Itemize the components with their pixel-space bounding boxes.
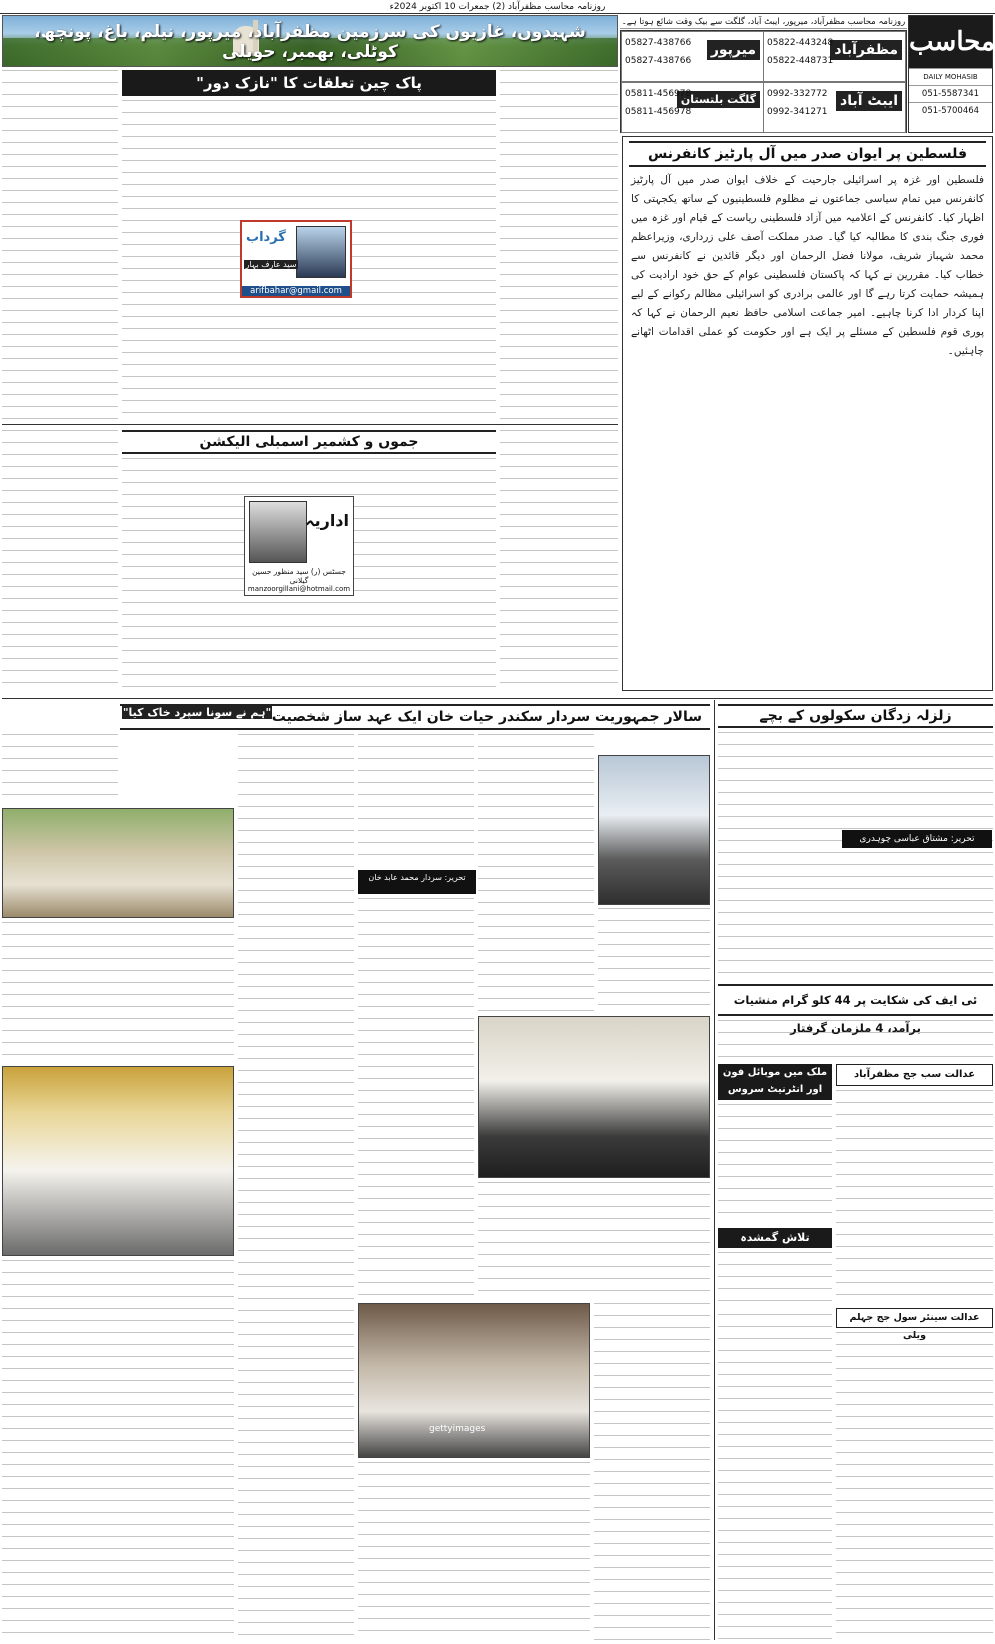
court-notice-body-2 [836,1332,993,1640]
banner-title: شہیدوں، غازیوں کی سرزمین مظفرآباد، میرپور، نیلم، باغ، پونچھ، کوٹلی، بھمبر، حویلی [34,22,586,62]
sidebar-author: تحریر: مشتاق عباسی چوہدری [842,830,992,848]
feature-author: تحریر: سردار محمد عابد خان [358,870,476,894]
contacts-panel [620,30,907,133]
column-series-title: اداریہ [305,511,349,530]
court-notice-title-2: عدالت سینئر سول جج جہلم ویلی [836,1308,993,1328]
contact-city: گلگت بلتستان [677,91,760,108]
contact-city: میرپور [707,40,760,60]
contact-fax: 05822-448731 [767,56,834,66]
feature-text-d [238,734,354,1640]
ticker-body [718,1020,993,1058]
contact-fax: 05811-456978 [625,107,692,117]
missing-person-body [718,1252,832,1310]
portrait-photo [598,755,710,905]
contact-fax: 0992-341271 [767,107,828,117]
date-line: روزنامہ محاسب مظفرآباد (2) جمعرات 10 اکتوبر 2024ء [0,0,995,14]
news-ticker: ئی ایف کی شکایت پر 44 کلو گرام منشیات برآمد، 4 ملزمان گرفتار [718,984,993,1016]
masthead-logo: محاسب [909,16,992,68]
feature-headline: سالار جمہوریت سردار سکندر حیات خان ایک عہد ساز شخصیت [120,704,710,730]
feature-text-i [478,1182,710,1300]
column2-headline: جموں و کشمیر اسمبلی الیکشن [122,430,496,454]
column-email: manzoorgillani@hotmail.com [247,585,351,593]
masthead-phone-2: 051-5700464 [909,102,992,119]
divider [2,424,618,425]
meeting-photo [358,1303,590,1458]
editorial-body: فلسطین اور غزہ پر اسرائیلی جارحیت کے خلاف ایوان صدر میں آل پارٹیز کانفرنس میں تمام سیاسی جماعتوں نے مظلوم فلسطینیوں کے ساتھ یکجہتی کا اظہار کیا۔ کانفرنس کے اعلامیہ میں آزاد فلسطینی ریاست کے قیام اور غزہ میں فوری جنگ بندی کا مطالبہ کیا گیا۔ صدر مملکت آصف علی زرداری، وزیراعظم محمد شہباز شریف، مولانا فضل الرحمان اور دیگر قائدین نے کانفرنس سے خطاب کیا۔ مقررین نے کہا کہ پاکستان فلسطینی عوام کے حق خود ارادیت کی ہمیشہ حمایت کرتا رہے گا اور عالمی برادری کو اسرائیلی مظالم رکوانے کے لیے اپنا کردار ادا کرنا چاہیے۔ امیر جماعت اسلامی حافظ نعیم الرحمان نے کہا کہ پوری قوم فلسطین کے مسئلے پر ایک ہے اور حکومت کو عملی اقدامات اٹھانے چاہئیں۔ [631,174,984,357]
feature-text-g [478,734,594,1012]
contact-phone: 05811-456978 [625,89,692,99]
contact-box-abbottabad [763,82,906,133]
sidebar-body [718,732,993,982]
column1-byline-box [240,220,352,298]
editorial-headline: فلسطین پر ایوان صدر میں آل پارٹیز کانفرنس [629,141,986,167]
column1-headline: پاک چین تعلقات کا "نازک دور" [122,70,496,96]
contact-box-muzaffarabad [763,31,906,82]
contact-phone: 05827-438766 [625,38,692,48]
contact-fax: 05827-438766 [625,56,692,66]
contact-box-gilgit [621,82,764,133]
contact-phone: 0992-332772 [767,89,828,99]
column2-right-text [500,430,618,694]
feature-kicker: "ہم نے سونا سپرد خاک کیا" [122,706,272,719]
photo-credit: gettyimages [429,1424,486,1434]
author-photo [296,226,346,278]
contact-city: ایبٹ آباد [836,91,902,111]
column-author: جسٹس (ر) سید منظور حسین گیلانی [252,567,346,585]
contact-city: مظفرآباد [830,40,902,60]
court-notice-title: عدالت سب جج مظفرآباد [836,1064,993,1086]
contact-phone: 05822-443248 [767,38,834,48]
feature-text-e [358,734,474,864]
column1-continued [2,70,118,420]
column-email: arifbahar@gmail.com [242,286,350,296]
feature-text-h [598,908,710,1012]
column-author: سید عارف بہار [245,260,297,269]
masthead [908,15,993,133]
divider [714,700,715,1640]
feature-text-a [2,734,118,804]
column2-continued [2,430,118,694]
ceremony-photo [478,1016,710,1178]
divider [2,698,993,699]
sidebar-headline: زلزلہ زدگان سکولوں کے بچے [718,704,993,728]
missing-person-title: تلاش گمشدہ [718,1228,832,1248]
feature-text-c [2,1260,234,1640]
family-photo [2,808,234,918]
court-notice-body [836,1090,993,1304]
telecom-headline: ملک میں موبائل فون اور انٹرنیٹ سروس متاثر، صارفین کو مشکلات [718,1064,832,1100]
column2-byline-box [244,496,354,596]
telecom-body [718,1104,832,1224]
column-right-text [500,70,618,420]
masthead-latin: DAILY MOHASIB [909,68,992,85]
author-photo [249,501,307,563]
feature-text-k [358,1462,590,1640]
editorial-box [622,136,993,691]
scenic-banner [2,15,618,67]
masthead-phone-1: 051-5587341 [909,85,992,102]
feature-text-b [2,922,234,1062]
publication-notice: روزنامہ محاسب مظفرآباد، میرپور، ایبٹ آباد، گلگت سے بیک وقت شائع ہوتا ہے۔ [621,17,906,27]
column-series-title: گرداب [246,230,286,245]
feature-text-j [594,1303,710,1640]
feature-text-f [358,898,474,1298]
contact-box-mirpur [621,31,764,82]
notice-body-b [718,1314,832,1640]
oath-photo [2,1066,234,1256]
